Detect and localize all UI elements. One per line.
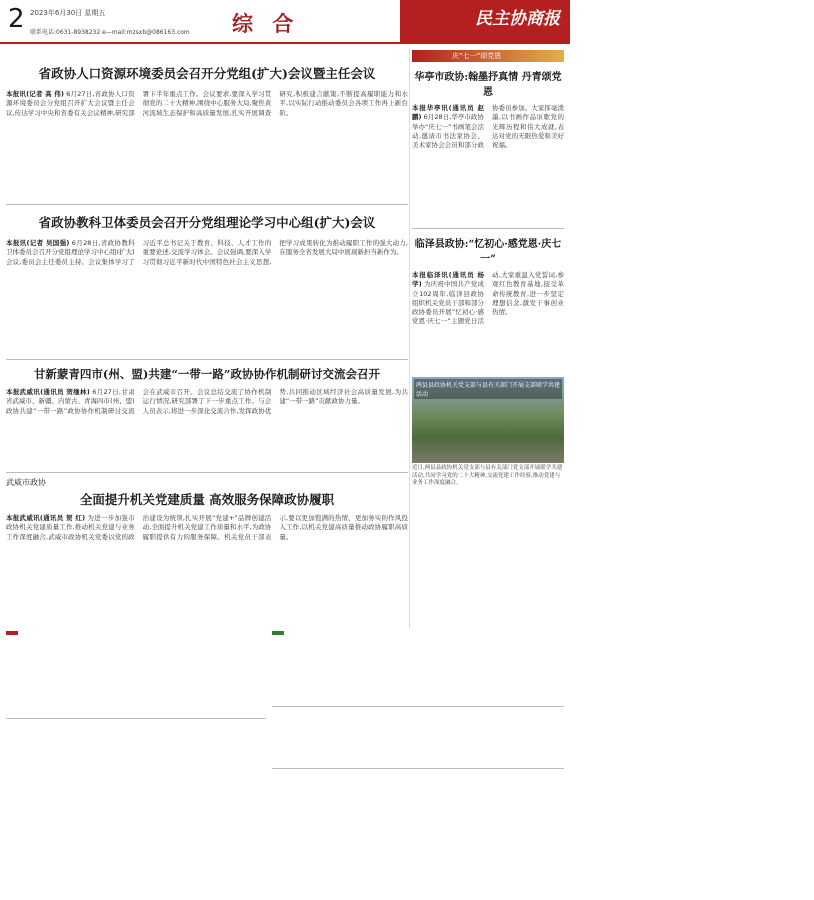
article-title: 省政协教科卫体委员会召开分党组理论学习中心组(扩大)会议	[38, 215, 376, 230]
article-lead: 本报讯(记者 高 伟)	[6, 90, 64, 98]
article-body	[272, 644, 564, 702]
left-column	[6, 50, 408, 592]
article-text: 6月27日,甘肃省武威市、新疆、内蒙古、青海四市(州、盟)政协共建“一带一路”政协协作机制研讨交流会在武威市召开。会议总结交流了协作机制运行情况,研究部署了下一步重点工作。与会人员表示,将进一步深化交流合作,发挥政协优势,共同推动区域经济社会高质量发展,为共建“一带一路”贡献政协力量。	[6, 388, 408, 415]
article-lead: 本报武威讯(通讯员 贺 红)	[6, 514, 86, 522]
article-title: 省政协人口资源环境委员会召开分党组(扩大)会议暨主任会议	[38, 66, 376, 81]
divider	[6, 718, 266, 719]
article-text: 6月27日,省政协人口资源环境委员会分党组召开扩大会议暨主任会议,传达学习中央和省委有关会议精神,研究部署下半年重点工作。会议要求,要深入学习贯彻党的二十大精神,围绕中心服务大局,聚焦黄河流域生态保护和高质量发展,扎实开展调查研究,积极建言献策,不断提高履职能力和水平,以实际行动推动委员会各项工作再上新台阶。	[6, 90, 408, 117]
article-title: 全面提升机关党建质量 高效服务保障政协履职	[79, 492, 335, 507]
bottom-left-section	[6, 620, 266, 790]
article-body	[6, 90, 408, 200]
article-body	[272, 712, 564, 764]
right-column	[412, 50, 564, 488]
newspaper-logo: 民主协商报	[475, 9, 560, 29]
divider	[6, 472, 408, 473]
editor-line: 责任编辑:常 勤	[806, 33, 814, 85]
article-body	[412, 104, 564, 224]
article-body	[6, 388, 408, 468]
article-title: 临泽县政协:“忆初心·感党恩·庆七一”	[414, 239, 562, 265]
article-body	[272, 774, 564, 826]
divider	[412, 228, 564, 229]
article-text: 6月28日,华亭市政协举办“庆七一”书画笔会活动,邀请市书法家协会、美术家协会会员和部分政协委员参加。大家挥毫泼墨,以书画作品讴歌党的光辉历程和伟大成就,表达对党的无限热爱和美好祝福。	[412, 104, 564, 150]
article-body	[412, 271, 564, 371]
article-lead: 本报讯(记者 吴国强)	[6, 239, 70, 247]
article-title: 甘新蒙青四市(州、盟)共建“一带一路”政协协作机制研讨交流会召开	[33, 367, 381, 381]
celebration-banner: 庆“七一”颂党恩	[412, 50, 564, 62]
publication-date: 2023年6月30日 星期五	[30, 9, 106, 17]
article-body	[6, 724, 266, 790]
article-body	[6, 514, 408, 592]
header-rule	[0, 42, 570, 44]
article-lead: 本报临泽讯(通讯员 杨 学)	[412, 271, 484, 289]
divider	[272, 706, 564, 707]
section-tag	[6, 631, 18, 635]
photo-overlay-caption: 两县县政协机关党支部与县有关部门开展支部联学共建活动	[414, 379, 562, 399]
article-text: 为进一步加强市政协机关党建质量工作,推动机关党建与业务工作深度融合,武威市政协机关党委以党的政治建设为统领,扎实开展“党建+”品牌创建活动,全面提升机关党建工作质量和水平,为政协履职提供有力的服务保障。机关党员干部表示,要以更加饱满的热情、更加务实的作风投入工作,以机关党建高质量推动政协履职高质量。	[6, 514, 408, 541]
divider	[6, 204, 408, 205]
article-lead: 本报武威讯(通讯员 贺继林)	[6, 388, 90, 396]
article-body	[6, 239, 408, 355]
section-title: 综 合	[232, 11, 300, 36]
photo-caption: 近日,两县县政协机关党支部与县有关部门党支部开展联学共建活动,共同学习党的二十大精神,交流党建工作经验,推动党建与业务工作深度融合。	[412, 465, 563, 486]
news-photo	[412, 377, 564, 463]
divider	[6, 359, 408, 360]
column-divider	[409, 48, 410, 628]
article-title: 华亭市政协:翰墨抒真情 丹青颂党恩	[414, 72, 562, 98]
bottom-right-section	[272, 620, 564, 826]
article-kicker: 武威市政协	[6, 478, 46, 487]
article-body	[6, 644, 266, 714]
article-lead: 本报华亭讯(通讯员 赵鹏)	[412, 104, 484, 122]
divider	[272, 768, 564, 769]
article-text: 6月28日,省政协教科卫体委员会召开分党组理论学习中心组(扩大)会议,委员会主任委员主持。会议集体学习了习近平总书记关于教育、科技、人才工作的重要论述,交流学习体会。会议强调,要深入学习贯彻习近平新时代中国特色社会主义思想,把学习成果转化为推动履职工作的强大动力,在服务全省发展大局中展现新担当新作为。	[6, 239, 408, 266]
article-text: 为庆祝中国共产党成立102周年,临泽县政协组织机关党员干部和部分政协委员开展“忆初心·感党恩·庆七一”主题党日活动,大家重温入党誓词,参观红色教育基地,接受革命传统教育,进一步坚定理想信念,激发干事创业热情。	[412, 271, 564, 326]
contact-line: 联系电话:0631-8938232 e—mail:mzsxb@086163.com	[30, 29, 190, 36]
page-number: 2	[8, 4, 25, 34]
section-tag	[272, 631, 284, 635]
